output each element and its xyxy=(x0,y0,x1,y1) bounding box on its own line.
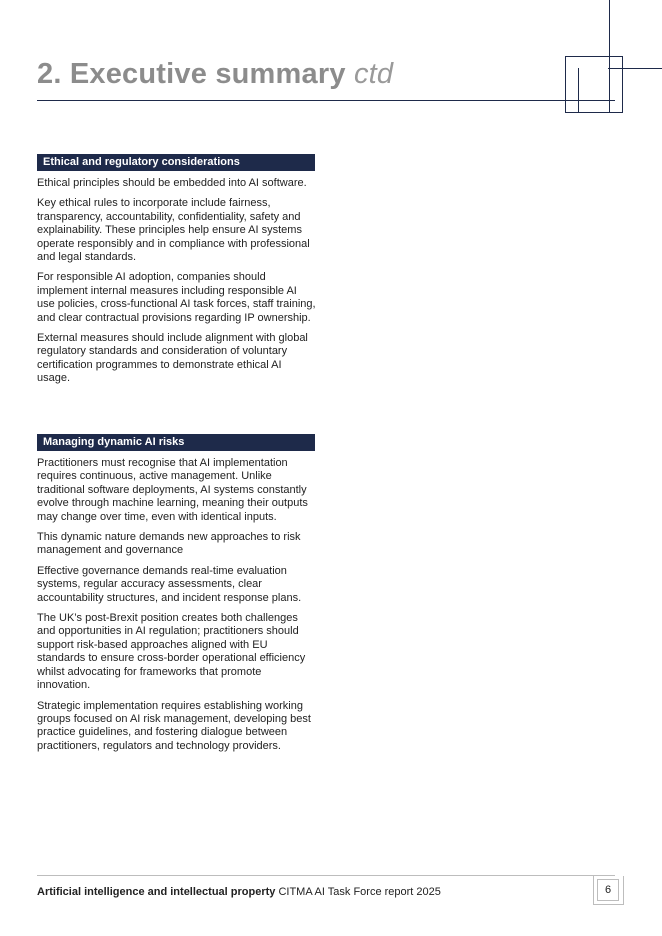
section-heading: Managing dynamic AI risks xyxy=(37,434,315,451)
page-title-main: 2. Executive summary xyxy=(37,58,346,90)
footer-report-title: Artificial intelligence and intellectual property xyxy=(37,886,276,898)
paragraph: Strategic implementation requires establishing working groups focused on AI risk management, developing best practice guidelines, and fostering dialogue between practitioners, regulators and technology providers. xyxy=(37,699,311,752)
paragraph: For responsible AI adoption, companies should implement internal measures including responsible AI use policies, cross-functional AI task forces, staff training, and clear contractual provisions regarding IP ownership. xyxy=(37,271,316,324)
page-number: 6 xyxy=(597,879,619,901)
paragraph: Effective governance demands real-time evaluation systems, regular accuracy assessments, clear accountability structures, and incident response plans. xyxy=(37,564,302,604)
page-number-decoration xyxy=(593,876,594,905)
header-decoration-square-inner xyxy=(578,68,610,112)
paragraph: Ethical principles should be embedded into AI software. xyxy=(37,177,307,189)
paragraph: This dynamic nature demands new approaches to risk management and governance xyxy=(37,531,301,557)
section-dynamic-ai-risks xyxy=(37,434,317,753)
footer-text xyxy=(37,886,441,898)
paragraph: The UK’s post-Brexit position creates both challenges and opportunities in AI regulation; practitioners should support risk-based approaches aligned with EU standards to ensure cross-border operational efficiency whilst advocating for frameworks that promote innovation. xyxy=(37,612,306,692)
footer-report-subtitle: CITMA AI Task Force report 2025 xyxy=(278,886,441,898)
page-number-decoration xyxy=(623,876,624,905)
page-title xyxy=(37,58,393,91)
paragraph: Practitioners must recognise that AI implementation requires continuous, active management. Unlike traditional software deployments, AI systems constantly evolve through machine learning, meaning their outputs may change over time, even with identical inputs. xyxy=(37,457,308,523)
paragraph: External measures should include alignment with global regulatory standards and consideration of voluntary certification programmes to demonstrate ethical AI usage. xyxy=(37,332,308,385)
header-rule xyxy=(37,100,615,101)
paragraph: Key ethical rules to incorporate include fairness, transparency, accountability, confidentiality, safety and explainability. These principles help ensure AI systems operate responsibly and in compliance with professional and legal standards. xyxy=(37,197,310,264)
section-heading: Ethical and regulatory considerations xyxy=(37,154,315,171)
page-title-suffix: ctd xyxy=(353,58,394,90)
page-number-decoration xyxy=(593,904,624,905)
footer-rule xyxy=(37,875,615,876)
section-ethical-regulatory xyxy=(37,154,317,386)
